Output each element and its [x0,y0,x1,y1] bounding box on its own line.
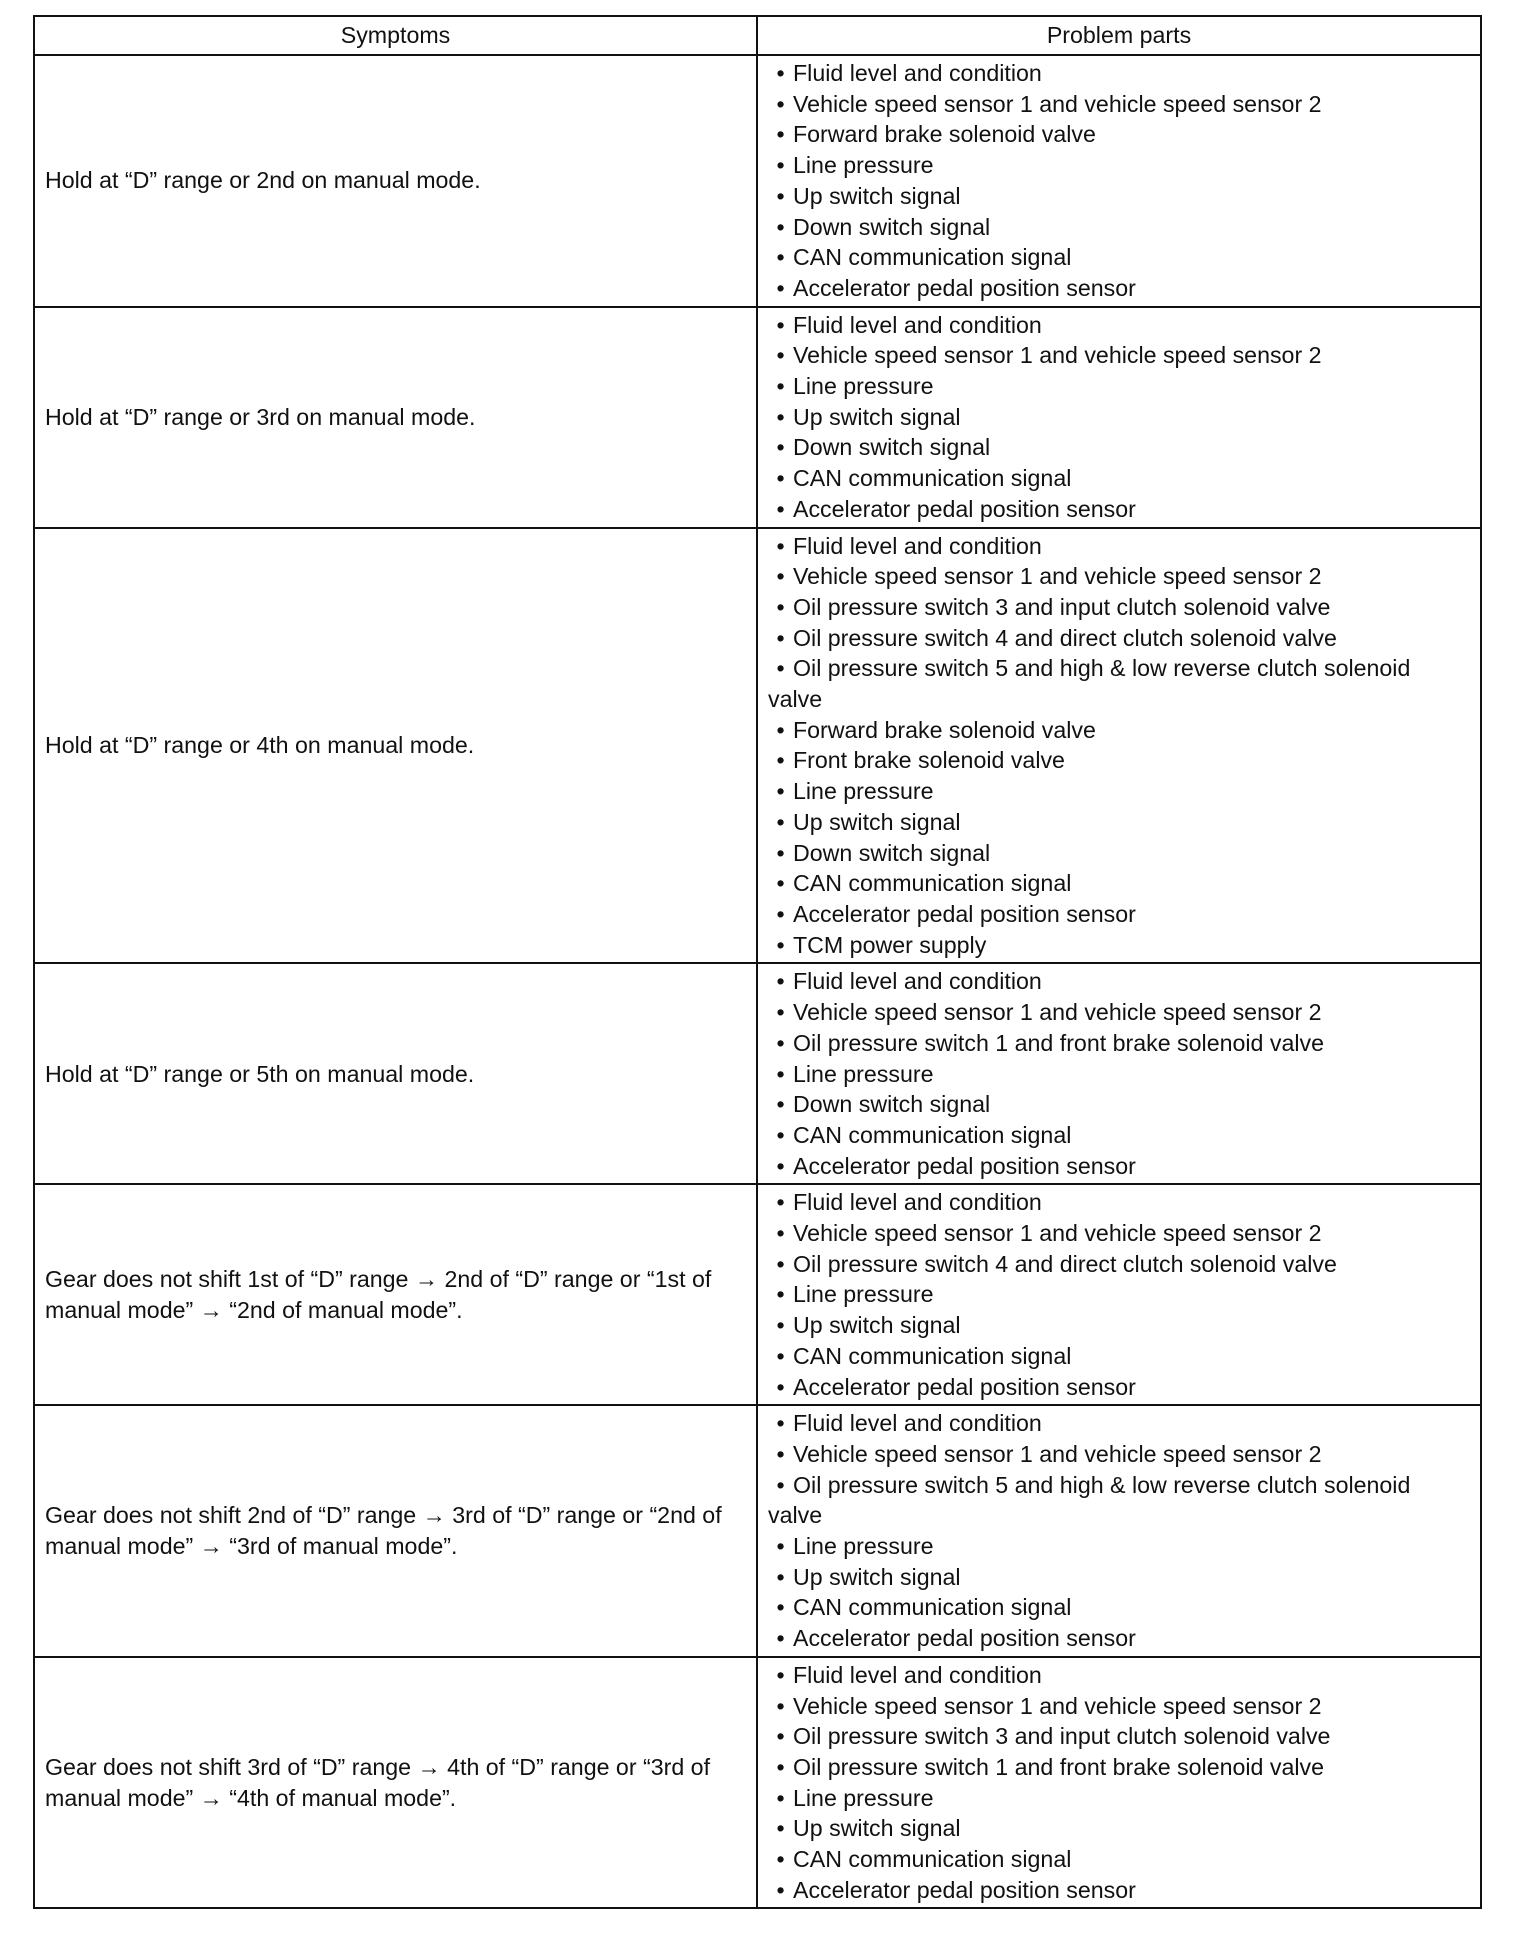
problem-part-item [768,119,1470,150]
table-row [34,963,1481,1184]
problem-part-item [768,1691,1470,1722]
problem-part-text: Fluid level and condition [793,1189,1042,1216]
bullet-icon: • [776,434,785,461]
table-body [34,55,1481,1908]
table-row [34,1405,1481,1657]
bullet-icon: • [776,1281,785,1308]
problem-parts-list [768,966,1470,1181]
problem-part-item [768,310,1470,341]
bullet-icon: • [776,931,785,958]
problem-parts-list [768,58,1470,304]
problem-part-item [768,181,1470,212]
problem-part-item [768,1187,1470,1218]
problem-part-text: CAN communication signal [793,465,1072,492]
bullet-icon: • [776,1342,785,1369]
problem-part-item [768,1151,1470,1182]
problem-part-text: Line pressure [793,1784,934,1811]
problem-part-text: Fluid level and condition [793,1410,1042,1437]
problem-parts-list [768,1187,1470,1402]
bullet-icon: • [776,1661,785,1688]
problem-parts-cell [757,55,1481,307]
bullet-icon: • [776,808,785,835]
problem-part-text: Line pressure [793,152,934,179]
header-row [34,16,1481,55]
bullet-icon: • [776,213,785,240]
problem-part-item [768,463,1470,494]
table-row [34,1184,1481,1405]
bullet-icon: • [776,870,785,897]
bullet-icon: • [776,900,785,927]
problem-part-item [768,340,1470,371]
problem-part-item [768,623,1470,654]
problem-part-text: Forward brake solenoid valve [793,121,1096,148]
problem-part-text: CAN communication signal [793,244,1072,271]
problem-part-item [768,868,1470,899]
bullet-icon: • [776,182,785,209]
table-row [34,1657,1481,1909]
problem-part-text: Up switch signal [793,1815,961,1842]
problem-part-item [768,1783,1470,1814]
problem-part-item [768,966,1470,997]
problem-part-text: Oil pressure switch 5 and high & low reverse clutch solenoid valve [768,1471,1411,1529]
bullet-icon: • [776,839,785,866]
problem-part-text: Line pressure [793,1533,934,1560]
problem-parts-cell [757,528,1481,964]
problem-part-item [768,1592,1470,1623]
problem-part-item [768,899,1470,930]
problem-part-item [768,807,1470,838]
problem-part-item [768,1623,1470,1654]
problem-part-item [768,715,1470,746]
problem-part-text: Down switch signal [793,839,991,866]
problem-part-text: Accelerator pedal position sensor [793,495,1136,522]
problem-part-text: Fluid level and condition [793,1661,1042,1688]
problem-part-text: CAN communication signal [793,1121,1072,1148]
problem-part-text: Up switch signal [793,808,961,835]
problem-part-text: CAN communication signal [793,1846,1072,1873]
problem-part-item [768,1059,1470,1090]
problem-part-text: Line pressure [793,1281,934,1308]
problem-part-text: Oil pressure switch 4 and direct clutch solenoid valve [793,1250,1337,1277]
problem-part-text: Up switch signal [793,182,961,209]
bullet-icon: • [776,1723,785,1750]
bullet-icon: • [776,1220,785,1247]
symptom-cell: Gear does not shift 1st of “D” range → 2nd of “D” range or “1st of manual mode” → “2nd of manual mode”. [34,1184,757,1405]
problem-part-text: Vehicle speed sensor 1 and vehicle speed sensor 2 [793,563,1322,590]
problem-part-text: Line pressure [793,373,934,400]
problem-part-text: Oil pressure switch 1 and front brake solenoid valve [793,1029,1325,1056]
problem-part-text: Oil pressure switch 3 and input clutch solenoid valve [793,593,1331,620]
problem-part-item [768,1875,1470,1906]
table-row [34,55,1481,307]
bullet-icon: • [776,244,785,271]
symptom-cell: Gear does not shift 3rd of “D” range → 4th of “D” range or “3rd of manual mode” → “4th of manual mode”. [34,1657,757,1909]
problem-part-item [768,89,1470,120]
bullet-icon: • [776,1091,785,1118]
problem-part-item [768,1120,1470,1151]
bullet-icon: • [776,999,785,1026]
problem-parts-list [768,1660,1470,1906]
bullet-icon: • [776,1121,785,1148]
problem-part-text: Vehicle speed sensor 1 and vehicle speed sensor 2 [793,1692,1322,1719]
problem-part-item [768,1721,1470,1752]
bullet-icon: • [776,274,785,301]
bullet-icon: • [776,373,785,400]
problem-part-item [768,1089,1470,1120]
problem-part-text: Up switch signal [793,1563,961,1590]
symptoms-table [33,15,1482,1909]
problem-part-item [768,653,1470,714]
problem-part-text: Accelerator pedal position sensor [793,900,1136,927]
problem-part-text: Accelerator pedal position sensor [793,1625,1136,1652]
problem-part-item [768,1372,1470,1403]
problem-part-item [768,838,1470,869]
bullet-icon: • [776,1692,785,1719]
bullet-icon: • [776,90,785,117]
problem-part-text: Accelerator pedal position sensor [793,1152,1136,1179]
symptom-cell: Hold at “D” range or 2nd on manual mode. [34,55,757,307]
problem-part-text: Accelerator pedal position sensor [793,1876,1136,1903]
problem-part-text: Vehicle speed sensor 1 and vehicle speed sensor 2 [793,90,1322,117]
problem-part-item [768,997,1470,1028]
bullet-icon: • [776,1876,785,1903]
problem-part-item [768,58,1470,89]
problem-part-item [768,432,1470,463]
bullet-icon: • [776,1152,785,1179]
problem-part-text: Accelerator pedal position sensor [793,1373,1136,1400]
problem-part-item [768,273,1470,304]
problem-part-item [768,1249,1470,1280]
problem-part-item [768,776,1470,807]
problem-part-item [768,1660,1470,1691]
problem-part-text: Line pressure [793,1060,934,1087]
symptom-cell: Gear does not shift 2nd of “D” range → 3rd of “D” range or “2nd of manual mode” → “3rd of manual mode”. [34,1405,757,1657]
problem-part-text: Vehicle speed sensor 1 and vehicle speed sensor 2 [793,342,1322,369]
problem-part-text: Fluid level and condition [793,311,1042,338]
problem-part-item [768,1752,1470,1783]
bullet-icon: • [776,716,785,743]
bullet-icon: • [776,593,785,620]
bullet-icon: • [776,1815,785,1842]
problem-parts-cell [757,963,1481,1184]
problem-parts-list [768,1408,1470,1654]
problem-part-item [768,1439,1470,1470]
problem-part-text: CAN communication signal [793,1594,1072,1621]
problem-part-text: Down switch signal [793,213,991,240]
problem-parts-cell [757,1405,1481,1657]
bullet-icon: • [776,152,785,179]
problem-part-item [768,592,1470,623]
problem-parts-list [768,531,1470,961]
bullet-icon: • [776,968,785,995]
problem-part-item [768,930,1470,961]
problem-parts-list [768,310,1470,525]
problem-part-text: Down switch signal [793,1091,991,1118]
problem-part-text: Forward brake solenoid valve [793,716,1096,743]
problem-part-item [768,1562,1470,1593]
bullet-icon: • [776,1189,785,1216]
problem-part-text: Fluid level and condition [793,968,1042,995]
bullet-icon: • [776,1029,785,1056]
problem-part-item [768,1028,1470,1059]
problem-part-text: Vehicle speed sensor 1 and vehicle speed sensor 2 [793,999,1322,1026]
table-row [34,528,1481,964]
bullet-icon: • [776,563,785,590]
bullet-icon: • [776,1471,785,1498]
bullet-icon: • [776,655,785,682]
problem-part-text: Fluid level and condition [793,532,1042,559]
problem-part-text: Vehicle speed sensor 1 and vehicle speed sensor 2 [793,1220,1322,1247]
bullet-icon: • [776,1846,785,1873]
problem-parts-cell [757,307,1481,528]
problem-part-text: Oil pressure switch 3 and input clutch solenoid valve [793,1723,1331,1750]
problem-part-text: CAN communication signal [793,1342,1072,1369]
symptom-cell: Hold at “D” range or 4th on manual mode. [34,528,757,964]
problem-part-item [768,242,1470,273]
problem-part-text: Oil pressure switch 5 and high & low reverse clutch solenoid valve [768,655,1411,713]
problem-part-text: Up switch signal [793,403,961,430]
problem-part-item [768,745,1470,776]
bullet-icon: • [776,624,785,651]
header-symptoms: Symptoms [34,16,757,55]
bullet-icon: • [776,1373,785,1400]
bullet-icon: • [776,1625,785,1652]
problem-part-item [768,212,1470,243]
symptom-cell: Hold at “D” range or 5th on manual mode. [34,963,757,1184]
bullet-icon: • [776,1250,785,1277]
problem-part-item [768,1310,1470,1341]
problem-parts-cell [757,1184,1481,1405]
bullet-icon: • [776,403,785,430]
bullet-icon: • [776,747,785,774]
problem-part-text: Line pressure [793,778,934,805]
bullet-icon: • [776,778,785,805]
problem-part-text: Up switch signal [793,1312,961,1339]
problem-part-text: Fluid level and condition [793,60,1042,86]
problem-part-text: Front brake solenoid valve [793,747,1065,774]
problem-part-item [768,1470,1470,1531]
problem-part-item [768,402,1470,433]
bullet-icon: • [776,465,785,492]
problem-part-item [768,1844,1470,1875]
problem-part-item [768,1279,1470,1310]
bullet-icon: • [776,121,785,148]
bullet-icon: • [776,495,785,522]
problem-part-item [768,1408,1470,1439]
bullet-icon: • [776,342,785,369]
bullet-icon: • [776,532,785,559]
bullet-icon: • [776,1060,785,1087]
problem-part-item [768,1531,1470,1562]
problem-part-text: Oil pressure switch 1 and front brake solenoid valve [793,1753,1325,1780]
problem-part-item [768,150,1470,181]
problem-part-text: TCM power supply [793,931,987,958]
problem-part-text: Down switch signal [793,434,991,461]
problem-parts-cell [757,1657,1481,1909]
problem-part-item [768,1218,1470,1249]
symptom-cell: Hold at “D” range or 3rd on manual mode. [34,307,757,528]
problem-part-item [768,494,1470,525]
problem-part-item [768,561,1470,592]
bullet-icon: • [776,1594,785,1621]
bullet-icon: • [776,311,785,338]
problem-part-item [768,371,1470,402]
problem-part-text: Vehicle speed sensor 1 and vehicle speed sensor 2 [793,1440,1322,1467]
problem-part-text: Accelerator pedal position sensor [793,274,1136,301]
problem-part-text: CAN communication signal [793,870,1072,897]
problem-part-text: Oil pressure switch 4 and direct clutch solenoid valve [793,624,1337,651]
bullet-icon: • [776,1753,785,1780]
bullet-icon: • [776,1312,785,1339]
bullet-icon: • [776,60,785,86]
table-row [34,307,1481,528]
problem-part-item [768,1813,1470,1844]
bullet-icon: • [776,1410,785,1437]
bullet-icon: • [776,1784,785,1811]
header-problem-parts: Problem parts [757,16,1481,55]
problem-part-item [768,531,1470,562]
bullet-icon: • [776,1440,785,1467]
bullet-icon: • [776,1533,785,1560]
bullet-icon: • [776,1563,785,1590]
problem-part-item [768,1341,1470,1372]
